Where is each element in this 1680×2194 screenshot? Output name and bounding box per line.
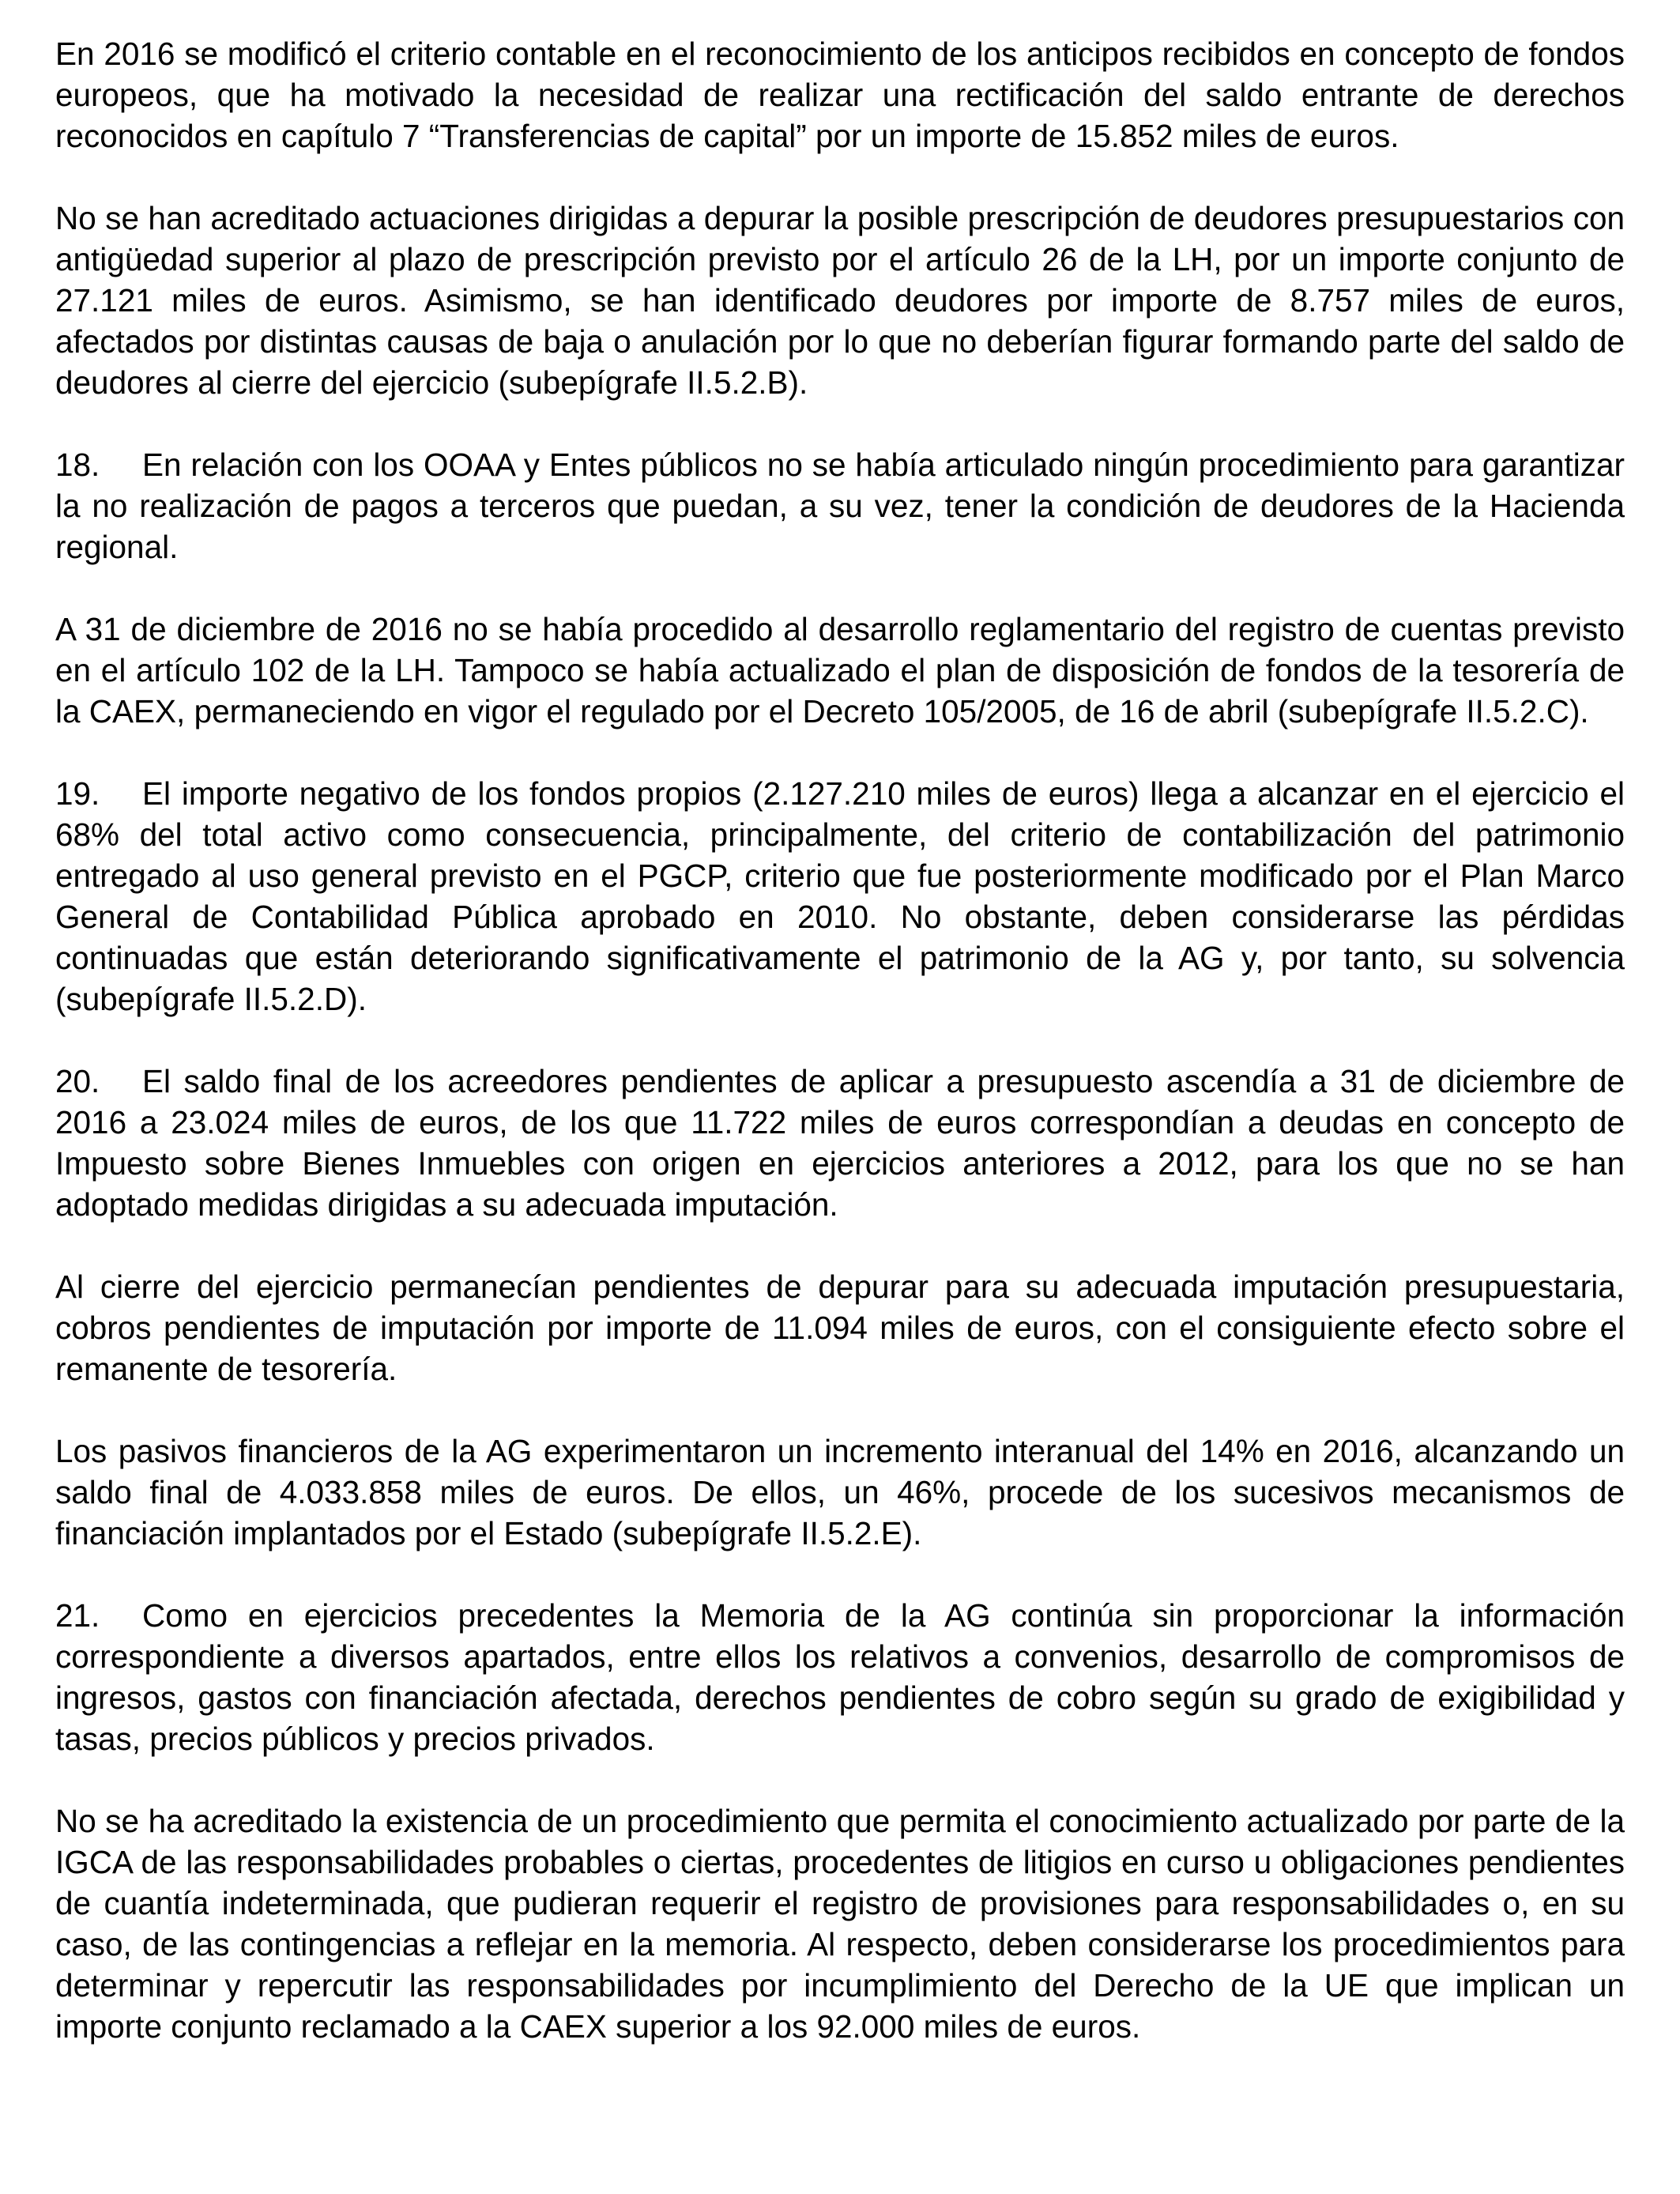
paragraph-cobros-pendientes bbox=[55, 1266, 1625, 1389]
paragraph-registro-cuentas bbox=[55, 609, 1625, 732]
paragraph-text: A 31 de diciembre de 2016 no se había procedido al desarrollo reglamentario del registro de cuentas previsto en el artículo 102 de la LH. Tampoco se había actualizado el plan de disposición de fondos de la tesorería de la CAEX, permaneciendo en vigor el regulado por el Decreto 105/2005, de 16 de abril (subepígrafe II.5.2.C). bbox=[55, 611, 1625, 729]
paragraph-20 bbox=[55, 1061, 1625, 1225]
paragraph-deudores-prescripcion bbox=[55, 198, 1625, 403]
document-page bbox=[55, 33, 1625, 2047]
paragraph-pasivos-financieros bbox=[55, 1431, 1625, 1554]
paragraph-19 bbox=[55, 773, 1625, 1020]
paragraph-text: En relación con los OOAA y Entes públicos no se había articulado ningún procedimiento para garantizar la no realización de pagos a terceros que puedan, a su vez, tener la condición de deudores de la Hacienda regional. bbox=[55, 447, 1625, 565]
paragraph-number: 18. bbox=[55, 447, 100, 483]
paragraph-fondos-europeos bbox=[55, 33, 1625, 156]
paragraph-text: No se ha acreditado la existencia de un procedimiento que permita el conocimiento actualizado por parte de la IGCA de las responsabilidades probables o ciertas, procedentes de litigios en curso u obligaciones pendientes de cuantía indeterminada, que pudieran requerir el registro de provisiones para responsabilidades o, en su caso, de las contingencias a reflejar en la memoria. Al respecto, deben considerarse los procedimientos para determinar y repercutir las responsabilidades por incumplimiento del Derecho de la UE que implican un importe conjunto reclamado a la CAEX superior a los 92.000 miles de euros. bbox=[55, 1803, 1625, 2045]
paragraph-text: El saldo final de los acreedores pendientes de aplicar a presupuesto ascendía a 31 de diciembre de 2016 a 23.024 miles de euros, de los que 11.722 miles de euros correspondían a deudas en concepto de Impuesto sobre Bienes Inmuebles con origen en ejercicios anteriores a 2012, para los que no se han adoptado medidas dirigidas a su adecuada imputación. bbox=[55, 1063, 1625, 1223]
paragraph-responsabilidades bbox=[55, 1800, 1625, 2047]
paragraph-text: En 2016 se modificó el criterio contable en el reconocimiento de los anticipos recibidos en concepto de fondos europeos, que ha motivado la necesidad de realizar una rectificación del saldo entrante de derechos reconocidos en capítulo 7 “Transferencias de capital” por un importe de 15.852 miles de euros. bbox=[55, 36, 1625, 154]
paragraph-number: 19. bbox=[55, 775, 100, 812]
paragraph-text: Como en ejercicios precedentes la Memoria de la AG continúa sin proporcionar la información correspondiente a diversos apartados, entre ellos los relativos a convenios, desarrollo de compromisos de ingresos, gastos con financiación afectada, derechos pendientes de cobro según su grado de exigibilidad y tasas, precios públicos y precios privados. bbox=[55, 1597, 1625, 1757]
paragraph-text: El importe negativo de los fondos propios (2.127.210 miles de euros) llega a alcanzar en el ejercicio el 68% del total activo como consecuencia, principalmente, del criterio de contabilización del patrimonio entregado al uso general previsto en el PGCP, criterio que fue posteriormente modificado por el Plan Marco General de Contabilidad Pública aprobado en 2010. No obstante, deben considerarse las pérdidas continuadas que están deteriorando significativamente el patrimonio de la AG y, por tanto, su solvencia (subepígrafe II.5.2.D). bbox=[55, 775, 1625, 1017]
paragraph-21 bbox=[55, 1595, 1625, 1759]
paragraph-text: No se han acreditado actuaciones dirigidas a depurar la posible prescripción de deudores presupuestarios con antigüedad superior al plazo de prescripción previsto por el artículo 26 de la LH, por un importe conjunto de 27.121 miles de euros. Asimismo, se han identificado deudores por importe de 8.757 miles de euros, afectados por distintas causas de baja o anulación por lo que no deberían figurar formando parte del saldo de deudores al cierre del ejercicio (subepígrafe II.5.2.B). bbox=[55, 200, 1625, 401]
paragraph-18 bbox=[55, 444, 1625, 567]
paragraph-text: Al cierre del ejercicio permanecían pendientes de depurar para su adecuada imputación presupuestaria, cobros pendientes de imputación por importe de 11.094 miles de euros, con el consiguiente efecto sobre el remanente de tesorería. bbox=[55, 1269, 1625, 1387]
paragraph-number: 20. bbox=[55, 1063, 100, 1099]
paragraph-text: Los pasivos financieros de la AG experimentaron un incremento interanual del 14% en 2016, alcanzando un saldo final de 4.033.858 miles de euros. De ellos, un 46%, procede de los sucesivos mecanismos de financiación implantados por el Estado (subepígrafe II.5.2.E). bbox=[55, 1433, 1625, 1551]
paragraph-number: 21. bbox=[55, 1597, 100, 1634]
